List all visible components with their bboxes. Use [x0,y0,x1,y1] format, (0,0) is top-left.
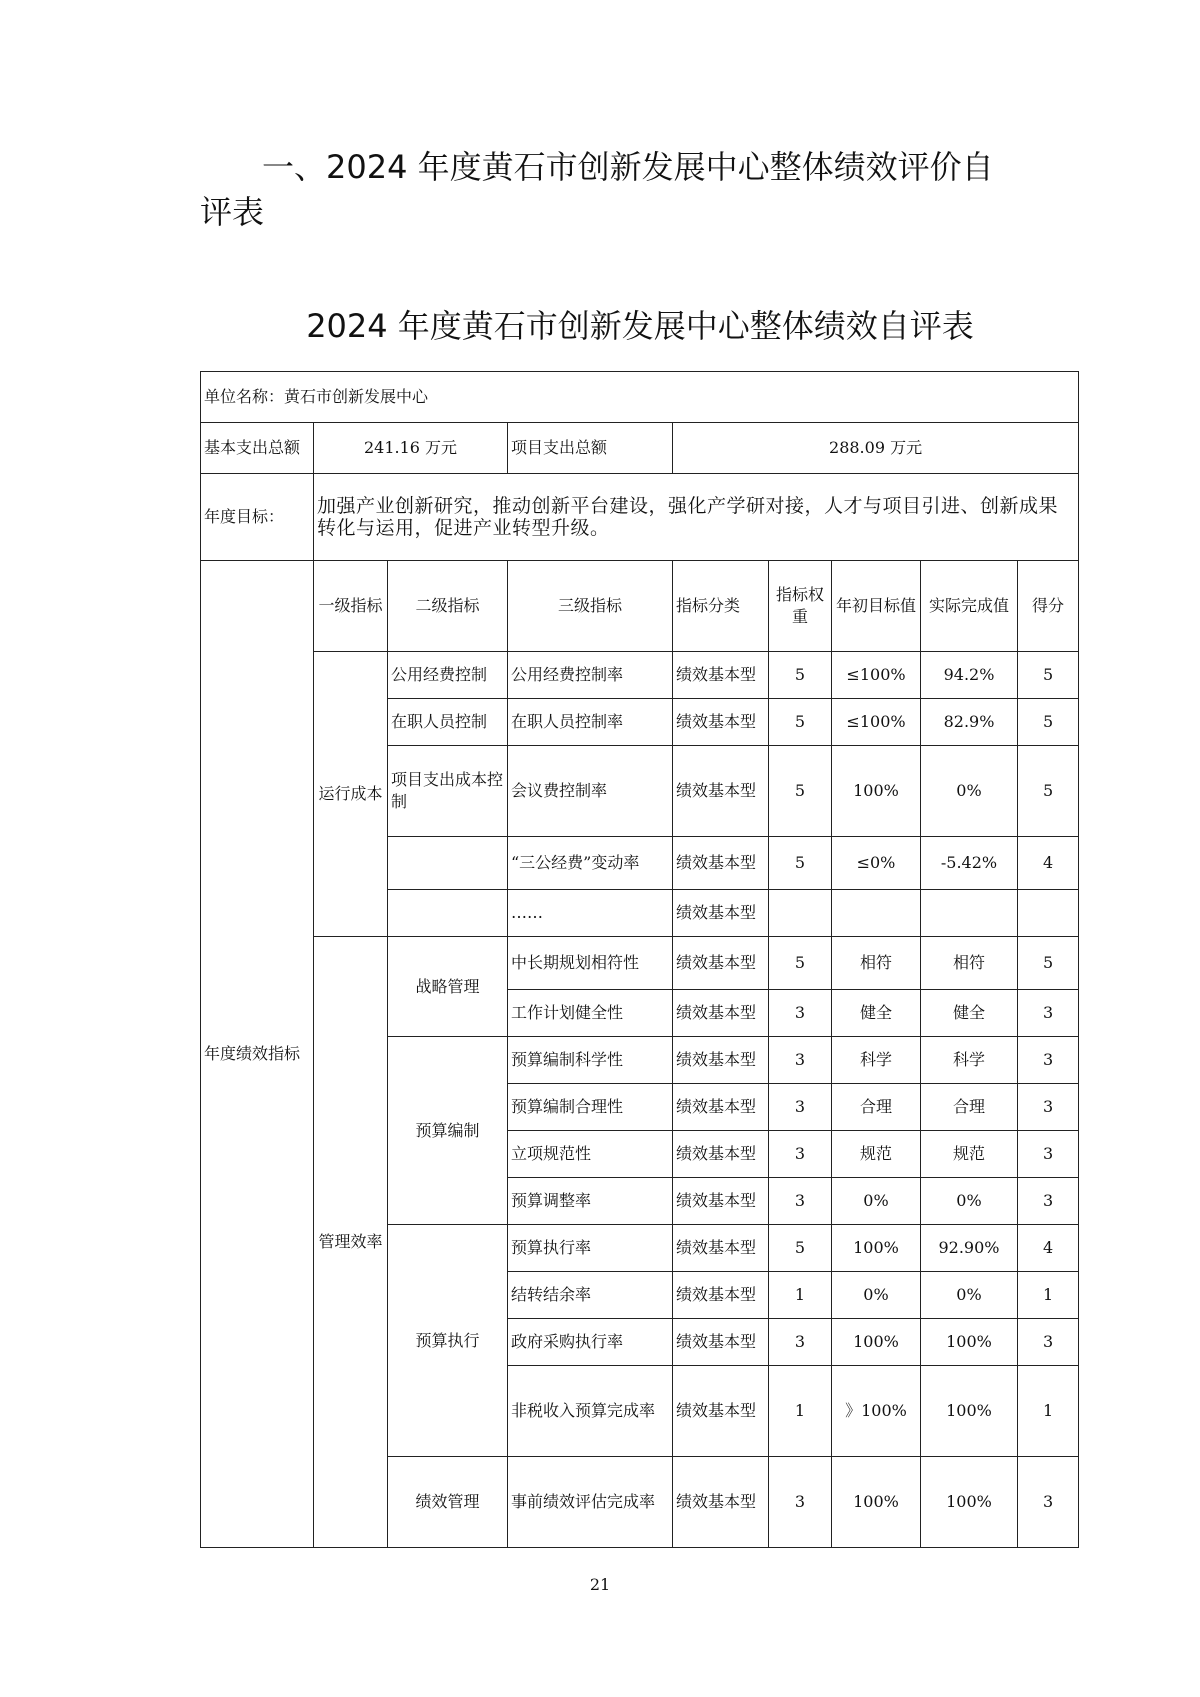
weight-cell: 3 [769,1457,832,1548]
actual-cell: 科学 [921,1037,1018,1084]
expense-row [201,423,1079,474]
header-score: 得分 [1018,561,1079,652]
score-cell: 3 [1018,1084,1079,1131]
level3-cell: 中长期规划相符性 [508,937,673,990]
unit-cell [201,372,1079,423]
level3-cell: 事前绩效评估完成率 [508,1457,673,1548]
header-category: 指标分类 [673,561,769,652]
level3-cell: 预算执行率 [508,1225,673,1272]
category-cell: 绩效基本型 [673,890,769,937]
unit-label: 单位名称： [204,387,285,406]
header-level1: 一级指标 [314,561,388,652]
actual-cell: 100% [921,1366,1018,1457]
weight-cell: 1 [769,1366,832,1457]
indicator-header-row [201,561,1079,652]
table-title: 2024 年度黄石市创新发展中心整体绩效自评表 [306,307,974,345]
weight-cell: 3 [769,1037,832,1084]
basic-expense-value: 241.16 万元 [314,423,508,474]
target-cell: 0% [832,1178,921,1225]
target-cell: 》100% [832,1366,921,1457]
level2-cell: 在职人员控制 [388,699,508,746]
unit-value: 黄石市创新发展中心 [284,387,429,406]
target-cell: 100% [832,1457,921,1548]
actual-cell: 82.9% [921,699,1018,746]
score-cell [1018,890,1079,937]
project-expense-value: 288.09 万元 [673,423,1079,474]
target-cell: 健全 [832,990,921,1037]
score-cell: 5 [1018,746,1079,837]
weight-cell: 5 [769,937,832,990]
target-cell: 相符 [832,937,921,990]
table-row [201,652,1079,699]
category-cell: 绩效基本型 [673,1131,769,1178]
actual-cell: 94.2% [921,652,1018,699]
category-cell: 绩效基本型 [673,1457,769,1548]
actual-cell: 100% [921,1319,1018,1366]
score-cell: 3 [1018,1178,1079,1225]
annual-goal-row [201,474,1079,561]
category-cell: 绩效基本型 [673,1319,769,1366]
weight-cell: 3 [769,1131,832,1178]
header-actual: 实际完成值 [921,561,1018,652]
actual-cell: -5.42% [921,837,1018,890]
level3-cell: 非税收入预算完成率 [508,1366,673,1457]
level2-cell: 项目支出成本控制 [388,746,508,837]
unit-row [201,372,1079,423]
target-cell: 100% [832,1319,921,1366]
level1-management-efficiency: 管理效率 [314,937,388,1548]
score-cell: 3 [1018,1319,1079,1366]
target-cell: 合理 [832,1084,921,1131]
score-cell: 3 [1018,1131,1079,1178]
category-cell: 绩效基本型 [673,1084,769,1131]
weight-cell [769,890,832,937]
weight-cell: 3 [769,1178,832,1225]
level2-strategy: 战略管理 [388,937,508,1037]
actual-cell: 健全 [921,990,1018,1037]
level2-performance-management: 绩效管理 [388,1457,508,1548]
score-cell: 5 [1018,652,1079,699]
weight-cell: 1 [769,1272,832,1319]
score-cell: 3 [1018,1457,1079,1548]
actual-cell: 100% [921,1457,1018,1548]
header-target: 年初目标值 [832,561,921,652]
actual-cell: 相符 [921,937,1018,990]
annual-indicators-label: 年度绩效指标 [201,561,314,1548]
level3-cell: 在职人员控制率 [508,699,673,746]
target-cell: 科学 [832,1037,921,1084]
level3-cell: 会议费控制率 [508,746,673,837]
target-cell: ≤0% [832,837,921,890]
category-cell: 绩效基本型 [673,1037,769,1084]
level3-cell: 公用经费控制率 [508,652,673,699]
category-cell: 绩效基本型 [673,1366,769,1457]
actual-cell: 0% [921,1272,1018,1319]
actual-cell: 0% [921,746,1018,837]
annual-goal-label: 年度目标： [201,474,314,561]
level2-cell [388,890,508,937]
level3-cell: 预算编制科学性 [508,1037,673,1084]
weight-cell: 5 [769,652,832,699]
weight-cell: 3 [769,1319,832,1366]
target-cell: ≤100% [832,652,921,699]
level3-cell: “三公经费”变动率 [508,837,673,890]
level1-operating-cost: 运行成本 [314,652,388,937]
score-cell: 4 [1018,837,1079,890]
score-cell: 5 [1018,699,1079,746]
annual-goal-text: 加强产业创新研究，推动创新平台建设，强化产学研对接，人才与项目引进、创新成果转化与运用，促进产业转型升级。 [314,474,1079,561]
weight-cell: 5 [769,837,832,890]
project-expense-label: 项目支出总额 [508,423,673,474]
target-cell: 100% [832,746,921,837]
performance-evaluation-table [200,371,1079,1548]
section-heading: 一、2024 年度黄石市创新发展中心整体绩效评价自评表 [200,148,994,231]
header-level3: 三级指标 [508,561,673,652]
level3-cell: 政府采购执行率 [508,1319,673,1366]
actual-cell: 合理 [921,1084,1018,1131]
category-cell: 绩效基本型 [673,837,769,890]
score-cell: 3 [1018,990,1079,1037]
header-level2: 二级指标 [388,561,508,652]
level2-cell: 公用经费控制 [388,652,508,699]
actual-cell: 0% [921,1178,1018,1225]
weight-cell: 3 [769,990,832,1037]
target-cell [832,890,921,937]
category-cell: 绩效基本型 [673,1225,769,1272]
category-cell: 绩效基本型 [673,746,769,837]
weight-cell: 5 [769,699,832,746]
category-cell: 绩效基本型 [673,652,769,699]
level3-cell: 立项规范性 [508,1131,673,1178]
level2-budget-execution: 预算执行 [388,1225,508,1457]
category-cell: 绩效基本型 [673,937,769,990]
target-cell: 0% [832,1272,921,1319]
actual-cell: 规范 [921,1131,1018,1178]
level3-cell: 工作计划健全性 [508,990,673,1037]
level2-budget-planning: 预算编制 [388,1037,508,1225]
table-row [201,937,1079,990]
level3-cell: 预算调整率 [508,1178,673,1225]
level2-cell [388,837,508,890]
category-cell: 绩效基本型 [673,699,769,746]
target-cell: ≤100% [832,699,921,746]
weight-cell: 3 [769,1084,832,1131]
basic-expense-label: 基本支出总额 [201,423,314,474]
level3-cell: …… [508,890,673,937]
category-cell: 绩效基本型 [673,990,769,1037]
score-cell: 4 [1018,1225,1079,1272]
level3-cell: 结转结余率 [508,1272,673,1319]
actual-cell: 92.90% [921,1225,1018,1272]
score-cell: 1 [1018,1366,1079,1457]
category-cell: 绩效基本型 [673,1272,769,1319]
weight-cell: 5 [769,1225,832,1272]
level3-cell: 预算编制合理性 [508,1084,673,1131]
header-weight: 指标权重 [769,561,832,652]
weight-cell: 5 [769,746,832,837]
target-cell: 100% [832,1225,921,1272]
target-cell: 规范 [832,1131,921,1178]
page-number: 21 [589,1575,611,1594]
score-cell: 1 [1018,1272,1079,1319]
actual-cell [921,890,1018,937]
score-cell: 3 [1018,1037,1079,1084]
category-cell: 绩效基本型 [673,1178,769,1225]
score-cell: 5 [1018,937,1079,990]
